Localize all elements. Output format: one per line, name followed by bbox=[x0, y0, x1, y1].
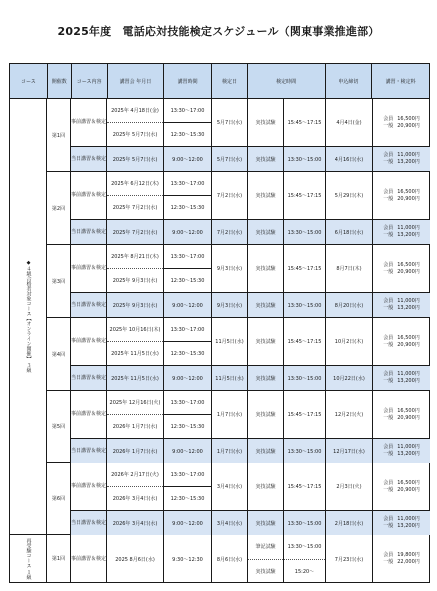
round-block bbox=[47, 463, 430, 535]
seminar-time: 9:00～12:00 bbox=[164, 511, 212, 535]
fee-value: 16,500円 bbox=[397, 115, 420, 122]
fee-value: 11,000円 bbox=[397, 225, 420, 231]
seminar-date: 2025年 8月21日(木) bbox=[111, 254, 159, 260]
round-number: 第3回 bbox=[47, 245, 71, 317]
content-cell: 当日講習＆検定 bbox=[71, 366, 107, 390]
fee-value: 13,200円 bbox=[397, 451, 420, 457]
fee-cell bbox=[373, 366, 430, 390]
fee-label: 一般 bbox=[383, 268, 394, 275]
header-exam-date: 検定日 bbox=[212, 64, 248, 98]
fee-label: 一般 bbox=[383, 159, 394, 165]
exam-type: 実技試験 bbox=[248, 220, 284, 244]
fee-value: 20,900円 bbox=[397, 414, 420, 421]
fee-label: 会員 bbox=[383, 334, 394, 341]
fee-value: 11,000円 bbox=[397, 152, 420, 158]
content-cell: 事前講習＆検定 bbox=[71, 99, 107, 146]
content-cell: 当日講習＆検定 bbox=[71, 293, 107, 317]
seminar-date: 2025年 6月12日(木) bbox=[111, 181, 159, 187]
exam-time: 15:45～17:15 bbox=[284, 245, 326, 292]
fee-label: 会員 bbox=[383, 479, 394, 486]
content-cell: 事前講習＆検定 bbox=[71, 172, 107, 219]
exam-types bbox=[248, 535, 284, 583]
fee-cell bbox=[373, 511, 430, 535]
seminar-times bbox=[164, 245, 212, 292]
exam-time: 15:45～17:15 bbox=[284, 99, 326, 146]
round-number: 第2回 bbox=[47, 172, 71, 244]
header-exam-time: 検定時間 bbox=[248, 64, 326, 98]
seminar-date: 2025年 5月7日(水) bbox=[107, 147, 164, 171]
page-title: 2025年度 電話応対技能検定スケジュール（関東事業推進部） bbox=[57, 25, 380, 38]
table-row bbox=[71, 535, 430, 583]
exam-date: 5月7日(水) bbox=[212, 147, 248, 171]
deadline: 12月17日(水) bbox=[326, 439, 373, 463]
fee-value: 16,500円 bbox=[397, 188, 420, 195]
exam-type: 実技試験 bbox=[248, 366, 284, 390]
seminar-date: 2025年 9月3日(水) bbox=[107, 268, 163, 292]
deadline: 7月23日(水) bbox=[326, 535, 373, 583]
exam-time: 15:45～17:15 bbox=[284, 463, 326, 510]
table-row bbox=[71, 147, 430, 171]
fee-value: 13,200円 bbox=[397, 159, 420, 165]
seminar-time: 13:30～17:00 bbox=[170, 254, 205, 260]
fee-label: 会員 bbox=[383, 152, 394, 158]
header-content: コース内容 bbox=[72, 64, 108, 98]
header-count: 開催数 bbox=[48, 64, 72, 98]
round-number: 第5回 bbox=[47, 391, 71, 462]
seminar-times bbox=[164, 391, 212, 438]
content-cell: 事前講習＆検定 bbox=[71, 391, 107, 438]
table-row bbox=[71, 511, 430, 535]
seminar-date: 2025年 4月18日(金) bbox=[111, 108, 159, 114]
table-row bbox=[71, 439, 430, 463]
exam-times bbox=[284, 535, 326, 583]
seminar-date: 2025年 11月5日(水) bbox=[107, 341, 163, 365]
fee-label: 会員 bbox=[383, 516, 394, 522]
exam-type: 実技試験 bbox=[248, 511, 284, 535]
fee-label: 会員 bbox=[383, 371, 394, 377]
seminar-date: 2026年 3月4日(水) bbox=[107, 486, 163, 510]
content-cell: 当日講習＆検定 bbox=[71, 220, 107, 244]
seminar-time: 13:30～17:00 bbox=[170, 327, 205, 333]
exam-date: 7月2日(水) bbox=[212, 220, 248, 244]
exam-type: 実技試験 bbox=[248, 245, 284, 292]
seminar-time: 9:00～12:00 bbox=[164, 366, 212, 390]
header-deadline: 申込締切 bbox=[326, 64, 373, 98]
deadline: 2月3日(火) bbox=[326, 463, 373, 510]
seminar-time: 12:30～15:30 bbox=[164, 122, 211, 146]
fee-cell bbox=[373, 391, 430, 438]
round-block-level1 bbox=[47, 535, 430, 583]
exam-date: 11月5日(水) bbox=[212, 318, 248, 365]
fee-value: 13,200円 bbox=[397, 232, 420, 238]
header-seminar-date: 講習会 年月日 bbox=[108, 64, 165, 98]
exam-time: 15:45～17:15 bbox=[284, 172, 326, 219]
seminar-times bbox=[164, 463, 212, 510]
fee-label: 一般 bbox=[383, 378, 394, 384]
header-seminar-time: 講習時間 bbox=[164, 64, 212, 98]
fee-cell bbox=[373, 439, 430, 463]
fee-cell bbox=[373, 172, 430, 219]
fee-value: 13,200円 bbox=[397, 305, 420, 311]
seminar-time: 12:30～15:30 bbox=[164, 268, 211, 292]
seminar-time: 9:00～12:00 bbox=[164, 439, 212, 463]
seminar-time: 13:30～17:00 bbox=[170, 108, 205, 114]
fee-cell bbox=[373, 220, 430, 244]
exam-date: 7月2日(水) bbox=[212, 172, 248, 219]
seminar-time: 9:00～12:00 bbox=[164, 220, 212, 244]
seminar-date: 2026年 1月7日(水) bbox=[107, 439, 164, 463]
fee-value: 11,000円 bbox=[397, 516, 420, 522]
fee-value: 22,000円 bbox=[397, 559, 420, 565]
header-fee: 講習・検定料 bbox=[385, 78, 416, 85]
seminar-time: 12:30～15:30 bbox=[164, 195, 211, 219]
fee-label: 一般 bbox=[383, 195, 394, 202]
fee-label: 一般 bbox=[383, 232, 394, 238]
exam-time: 13:30～15:00 bbox=[287, 544, 322, 551]
exam-type: 実技試験 bbox=[248, 318, 284, 365]
exam-type: 実技試験 bbox=[248, 172, 284, 219]
seminar-time: 12:30～15:30 bbox=[164, 341, 211, 365]
deadline: 6月18日(水) bbox=[326, 220, 373, 244]
course-level3-cell bbox=[9, 99, 47, 535]
fee-value: 20,900円 bbox=[397, 195, 420, 202]
seminar-date: 2026年 1月7日(水) bbox=[107, 414, 163, 438]
exam-date: 3月4日(水) bbox=[212, 463, 248, 510]
seminar-dates bbox=[107, 463, 164, 510]
deadline: 8月20日(水) bbox=[326, 293, 373, 317]
fee-value: 16,500円 bbox=[397, 407, 420, 414]
round-block bbox=[47, 318, 430, 391]
deadline: 8月7日(木) bbox=[326, 245, 373, 292]
fee-label: 会員 bbox=[383, 188, 394, 195]
fee-value: 16,500円 bbox=[397, 479, 420, 486]
exam-date: 5月7日(水) bbox=[212, 99, 248, 146]
seminar-times bbox=[164, 99, 212, 146]
table-row bbox=[71, 220, 430, 244]
schedule-table bbox=[9, 63, 430, 583]
round-block bbox=[47, 391, 430, 463]
round-number: 第1回 bbox=[47, 99, 71, 171]
exam-type: 筆記試験 bbox=[255, 544, 276, 551]
content-cell: 事前講習＆検定 bbox=[71, 318, 107, 365]
seminar-time: 12:30～15:30 bbox=[164, 486, 211, 510]
deadline: 2月18日(水) bbox=[326, 511, 373, 535]
round-number: 第6回 bbox=[47, 463, 71, 534]
seminar-date: 2026年 2月17日(火) bbox=[111, 472, 159, 478]
seminar-date: 2025 8月6日(水) bbox=[107, 535, 164, 583]
seminar-time: 9:00～12:00 bbox=[164, 293, 212, 317]
exam-time: 13:30～15:00 bbox=[284, 511, 326, 535]
seminar-date: 2025年 7月2日(水) bbox=[107, 195, 163, 219]
table-header bbox=[9, 63, 430, 99]
seminar-dates bbox=[107, 245, 164, 292]
seminar-times bbox=[164, 172, 212, 219]
fee-value: 11,000円 bbox=[397, 444, 420, 450]
fee-label: 会員 bbox=[383, 298, 394, 304]
seminar-date: 2025年 10月16日(木) bbox=[109, 327, 161, 333]
content-cell: 当日講習＆検定 bbox=[71, 439, 107, 463]
seminar-date: 2025年 12月16日(火) bbox=[109, 400, 161, 406]
seminar-dates bbox=[107, 99, 164, 146]
exam-date: 1月7日(水) bbox=[212, 391, 248, 438]
fee-cell bbox=[373, 99, 430, 146]
fee-label: 会員 bbox=[383, 444, 394, 450]
round-block bbox=[47, 99, 430, 172]
fee-value: 20,900円 bbox=[397, 122, 420, 129]
fee-value: 11,000円 bbox=[397, 371, 420, 377]
fee-value: 11,000円 bbox=[397, 298, 420, 304]
seminar-dates bbox=[107, 172, 164, 219]
seminar-date: 2026年 3月4日(水) bbox=[107, 511, 164, 535]
round-block bbox=[47, 172, 430, 245]
deadline: 4月16日(水) bbox=[326, 147, 373, 171]
fee-label: 一般 bbox=[383, 341, 394, 348]
fee-value: 20,900円 bbox=[397, 486, 420, 493]
exam-time: 15:45～17:15 bbox=[284, 318, 326, 365]
exam-date: 9月3日(水) bbox=[212, 245, 248, 292]
seminar-time: 13:30～17:00 bbox=[170, 400, 205, 406]
exam-date: 1月7日(水) bbox=[212, 439, 248, 463]
seminar-time: 13:30～17:00 bbox=[170, 181, 205, 187]
exam-date: 3月4日(水) bbox=[212, 511, 248, 535]
seminar-time: 9:00～12:00 bbox=[164, 147, 212, 171]
course-level1-label: 再受験コース １級 bbox=[25, 537, 32, 580]
seminar-date: 2025年 7月2日(水) bbox=[107, 220, 164, 244]
fee-value: 16,500円 bbox=[397, 261, 420, 268]
exam-time: 13:30～15:00 bbox=[284, 147, 326, 171]
table-row bbox=[71, 463, 430, 511]
exam-time: 13:30～15:00 bbox=[284, 439, 326, 463]
seminar-date: 2025年 5月7日(水) bbox=[107, 122, 163, 146]
deadline: 10月2日(木) bbox=[326, 318, 373, 365]
deadline: 10月22日(水) bbox=[326, 366, 373, 390]
fee-cell bbox=[373, 147, 430, 171]
fee-cell bbox=[373, 245, 430, 292]
course-level3-label: ◆４級合格者対象コース【オンライン開催】 ３級 bbox=[25, 260, 32, 373]
exam-type: 実技試験 bbox=[248, 463, 284, 510]
fee-label: 一般 bbox=[383, 559, 394, 565]
exam-type: 実技試験 bbox=[248, 99, 284, 146]
content-cell: 当日講習＆検定 bbox=[71, 511, 107, 535]
round-block bbox=[47, 245, 430, 318]
header-course: コース bbox=[10, 64, 48, 98]
exam-time: 13:30～15:00 bbox=[284, 220, 326, 244]
content-cell: 事前講習＆検定 bbox=[71, 245, 107, 292]
fee-label: 一般 bbox=[383, 451, 394, 457]
exam-date: 8月6日(水) bbox=[212, 535, 248, 583]
fee-value: 13,200円 bbox=[397, 378, 420, 384]
exam-date: 9月3日(水) bbox=[212, 293, 248, 317]
seminar-time: 12:30～15:30 bbox=[164, 414, 211, 438]
exam-type: 実技試験 bbox=[248, 559, 283, 584]
deadline: 5月29日(木) bbox=[326, 172, 373, 219]
exam-type: 実技試験 bbox=[248, 391, 284, 438]
seminar-dates bbox=[107, 318, 164, 365]
table-row bbox=[71, 172, 430, 220]
fee-label: 一般 bbox=[383, 122, 394, 129]
deadline: 12月2日(火) bbox=[326, 391, 373, 438]
fee-label: 会員 bbox=[383, 225, 394, 231]
exam-date: 11月5日(水) bbox=[212, 366, 248, 390]
fee-label: 会員 bbox=[383, 552, 394, 558]
exam-time: 13:30～15:00 bbox=[284, 293, 326, 317]
fee-value: 20,900円 bbox=[397, 268, 420, 275]
round-number: 第1回 bbox=[47, 535, 71, 582]
exam-time: 15:20～ bbox=[284, 559, 325, 584]
exam-type: 実技試験 bbox=[248, 439, 284, 463]
fee-cell bbox=[373, 293, 430, 317]
seminar-time: 9:30～12:30 bbox=[164, 535, 212, 583]
table-row bbox=[71, 293, 430, 317]
fee-cell bbox=[373, 535, 430, 583]
fee-cell bbox=[373, 463, 430, 510]
exam-type: 実技試験 bbox=[248, 147, 284, 171]
fee-label: 会員 bbox=[383, 115, 394, 122]
fee-value: 19,800円 bbox=[397, 552, 420, 558]
seminar-dates bbox=[107, 391, 164, 438]
fee-value: 20,900円 bbox=[397, 341, 420, 348]
fee-label: 一般 bbox=[383, 414, 394, 421]
fee-label: 会員 bbox=[383, 407, 394, 414]
fee-cell bbox=[373, 318, 430, 365]
seminar-date: 2025年 9月3日(水) bbox=[107, 293, 164, 317]
table-row bbox=[71, 318, 430, 366]
exam-time: 15:45～17:15 bbox=[284, 391, 326, 438]
fee-label: 一般 bbox=[383, 486, 394, 493]
seminar-date: 2025年 11月5日(水) bbox=[107, 366, 164, 390]
fee-value: 13,200円 bbox=[397, 523, 420, 529]
seminar-times bbox=[164, 318, 212, 365]
fee-label: 一般 bbox=[383, 305, 394, 311]
exam-time: 13:30～15:00 bbox=[284, 366, 326, 390]
fee-label: 会員 bbox=[383, 261, 394, 268]
content-cell: 当日講習＆検定 bbox=[71, 147, 107, 171]
table-row bbox=[71, 391, 430, 439]
deadline: 4月4日(金) bbox=[326, 99, 373, 146]
table-row bbox=[71, 245, 430, 293]
fee-label: 一般 bbox=[383, 523, 394, 529]
content-cell: 事前講習＆検定 bbox=[71, 463, 107, 510]
seminar-time: 13:30～17:00 bbox=[170, 472, 205, 478]
fee-value: 16,500円 bbox=[397, 334, 420, 341]
table-row bbox=[71, 99, 430, 147]
course-level1-cell bbox=[9, 535, 47, 583]
round-number: 第4回 bbox=[47, 318, 71, 390]
content-cell: 事前講習＆検定 bbox=[71, 535, 107, 583]
exam-type: 実技試験 bbox=[248, 293, 284, 317]
table-row bbox=[71, 366, 430, 390]
